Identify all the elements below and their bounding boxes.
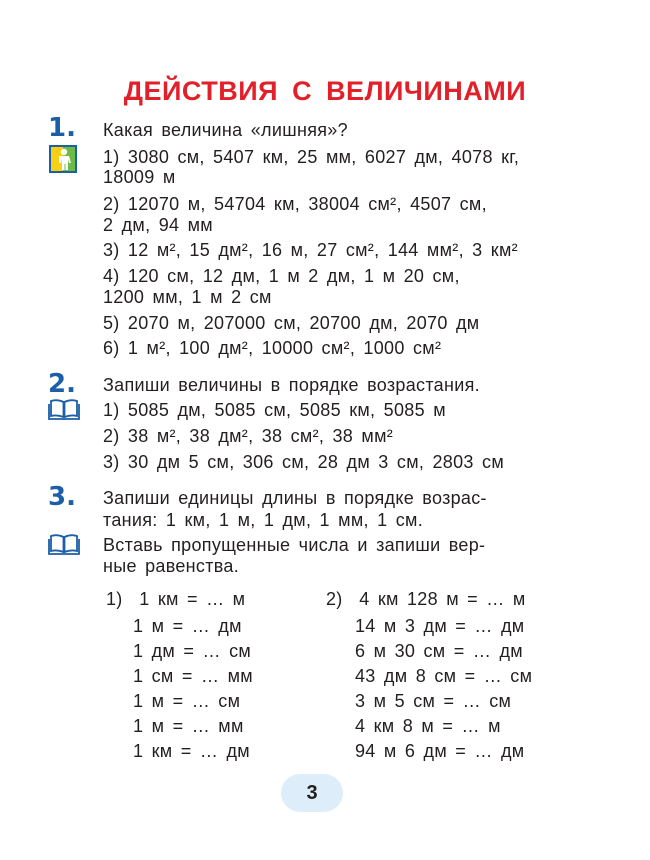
page-number: 3 bbox=[306, 781, 318, 804]
task-1-item-2b: 2 дм, 94 мм bbox=[103, 215, 213, 235]
task-3-col2-row-3: 6 м 30 см = … дм bbox=[355, 641, 523, 661]
task-3-prompt-line-4: ные равенства. bbox=[103, 556, 240, 576]
task-3-col2-row-1: 2) 4 км 128 м = … м bbox=[326, 589, 526, 609]
task-1-item-3: 3) 12 м², 15 дм², 16 м, 27 см², 144 мм², 3 км² bbox=[103, 240, 518, 260]
task-2-item-2: 2) 38 м², 38 дм², 38 см², 38 мм² bbox=[103, 426, 394, 446]
task-1-item-4a: 4) 120 см, 12 дм, 1 м 2 дм, 1 м 20 см, bbox=[103, 266, 460, 286]
task-3-col1-row-2: 1 м = … дм bbox=[133, 616, 242, 636]
task-2-item-3: 3) 30 дм 5 см, 306 см, 28 дм 3 см, 2803 см bbox=[103, 452, 505, 472]
task-2-item-1: 1) 5085 дм, 5085 см, 5085 км, 5085 м bbox=[103, 400, 446, 420]
task-1-item-4b: 1200 мм, 1 м 2 см bbox=[103, 287, 272, 307]
task-3-number: 3. bbox=[48, 482, 76, 512]
task-3-col1-row-7: 1 км = … дм bbox=[133, 741, 250, 761]
book-icon bbox=[48, 533, 80, 555]
task-2-prompt: Запиши величины в порядке возрастания. bbox=[103, 375, 480, 395]
task-3-col2-row-4: 43 дм 8 см = … см bbox=[355, 666, 533, 686]
task-1-item-6: 6) 1 м², 100 дм², 10000 см², 1000 см² bbox=[103, 338, 442, 358]
task-3-col2-row-5: 3 м 5 см = … см bbox=[355, 691, 512, 711]
task-1-item-5: 5) 2070 м, 207000 см, 20700 дм, 2070 дм bbox=[103, 313, 480, 333]
task-3-prompt-line-1: Запиши единицы длины в порядке возрас- bbox=[103, 488, 487, 508]
page-title: ДЕЙСТВИЯ С ВЕЛИЧИНАМИ bbox=[123, 76, 527, 106]
task-1-item-1a: 1) 3080 см, 5407 км, 25 мм, 6027 дм, 4078 кг, bbox=[103, 147, 520, 167]
task-3-col2-row-2: 14 м 3 дм = … дм bbox=[355, 616, 525, 636]
task-3-prompt-line-3: Вставь пропущенные числа и запиши вер- bbox=[103, 535, 486, 555]
task-3-col1-row-3: 1 дм = … см bbox=[133, 641, 252, 661]
task-2-number: 2. bbox=[48, 369, 76, 399]
task-3-col1-row-1: 1) 1 км = … м bbox=[106, 589, 246, 609]
person-icon bbox=[49, 145, 77, 173]
task-3-prompt-line-2: тания: 1 км, 1 м, 1 дм, 1 мм, 1 см. bbox=[103, 510, 423, 530]
task-1-item-1b: 18009 м bbox=[103, 167, 176, 187]
task-3-col1-row-4: 1 см = … мм bbox=[133, 666, 253, 686]
task-3-col1-row-5: 1 м = … см bbox=[133, 691, 241, 711]
book-icon bbox=[48, 398, 80, 420]
task-3-col1-row-6: 1 м = … мм bbox=[133, 716, 244, 736]
page-number-badge bbox=[281, 774, 343, 812]
task-3-col2-row-6: 4 км 8 м = … м bbox=[355, 716, 501, 736]
task-3-col2-row-7: 94 м 6 дм = … дм bbox=[355, 741, 525, 761]
task-1-item-2a: 2) 12070 м, 54704 км, 38004 см², 4507 см, bbox=[103, 194, 487, 214]
task-1-prompt: Какая величина «лишняя»? bbox=[103, 120, 348, 140]
task-1-number: 1. bbox=[48, 113, 76, 143]
